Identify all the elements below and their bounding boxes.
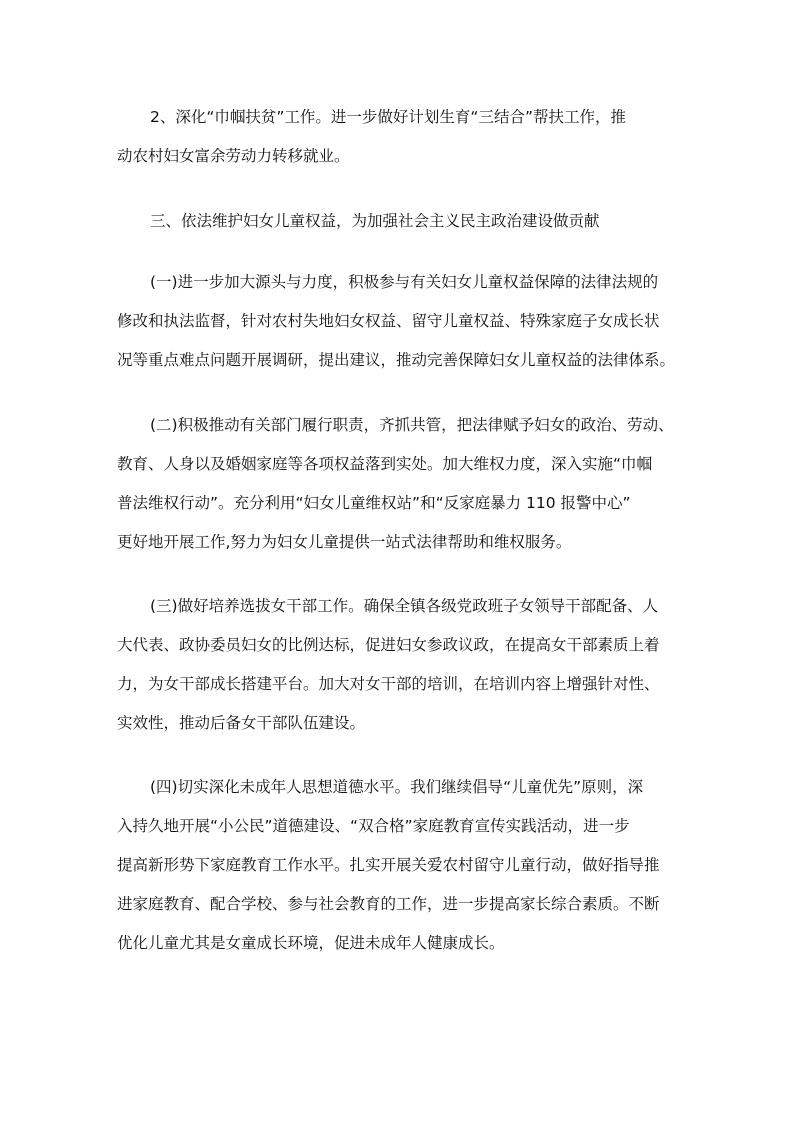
paragraph-line: 提高新形势下家庭教育工作水平。扎实开展关爱农村留守儿童行动，做好指导推 (117, 856, 660, 874)
paragraph-item-three (117, 587, 677, 743)
paragraph-item-one (117, 263, 677, 380)
paragraph-item-two (117, 406, 677, 562)
paragraph-line: 力，为女干部成长搭建平台。加大对女干部的培训，在培训内容上增强针对性、 (117, 675, 660, 693)
paragraph-line: 大代表、政协委员妇女的比例达标，促进妇女参政议政，在提高女干部素质上着 (117, 636, 660, 654)
paragraph-item-four (117, 768, 677, 963)
paragraph-line: 入持久地开展“小公民”道德建设、“双合格”家庭教育宣传实践活动，进一步 (117, 817, 630, 835)
paragraph-line: 修改和执法监督，针对农村失地妇女权益、留守儿童权益、特殊家庭子女成长状 (117, 312, 660, 330)
paragraph-line: (三)做好培养选拔女干部工作。确保全镇各级党政班子女领导干部配备、人 (150, 597, 659, 615)
paragraph-line: (一)进一步加大源头与力度，积极参与有关妇女儿童权益保障的法律法规的 (150, 273, 659, 291)
paragraph-line: 教育、人身以及婚姻家庭等各项权益落到实处。加大维权力度，深入实施“巾帼 (117, 455, 653, 473)
paragraph-line: 优化儿童尤其是女童成长环境，促进未成年人健康成长。 (117, 934, 505, 952)
section-heading-three (117, 202, 677, 241)
paragraph-line: 三、依法维护妇女儿童权益，为加强社会主义民主政治建设做贡献 (150, 212, 600, 230)
paragraph-line: 更好地开展工作,努力为妇女儿童提供一站式法律帮助和维权服务。 (117, 533, 572, 551)
paragraph-poverty-alleviation (117, 98, 677, 176)
paragraph-line: 况等重点难点问题开展调研，提出建议，推动完善保障妇女儿童权益的法律体系。 (117, 351, 676, 369)
paragraph-line: 2、深化“巾帼扶贫”工作。进一步做好计划生育“三结合”帮扶工作，推 (150, 108, 626, 126)
paragraph-line: 普法维权行动”。充分利用“妇女儿童维权站”和“反家庭暴力 110 报警中心” (117, 494, 631, 512)
paragraph-line: (二)积极推动有关部门履行职责，齐抓共管，把法律赋予妇女的政治、劳动、 (150, 416, 674, 434)
paragraph-line: 进家庭教育、配合学校、参与社会教育的工作，进一步提高家长综合素质。不断 (117, 895, 660, 913)
paragraph-line: 实效性，推动后备女干部队伍建设。 (117, 714, 366, 732)
paragraph-line: (四)切实深化未成年人思想道德水平。我们继续倡导“儿童优先”原则，深 (150, 778, 644, 796)
paragraph-line: 动农村妇女富余劳动力转移就业。 (117, 147, 350, 165)
